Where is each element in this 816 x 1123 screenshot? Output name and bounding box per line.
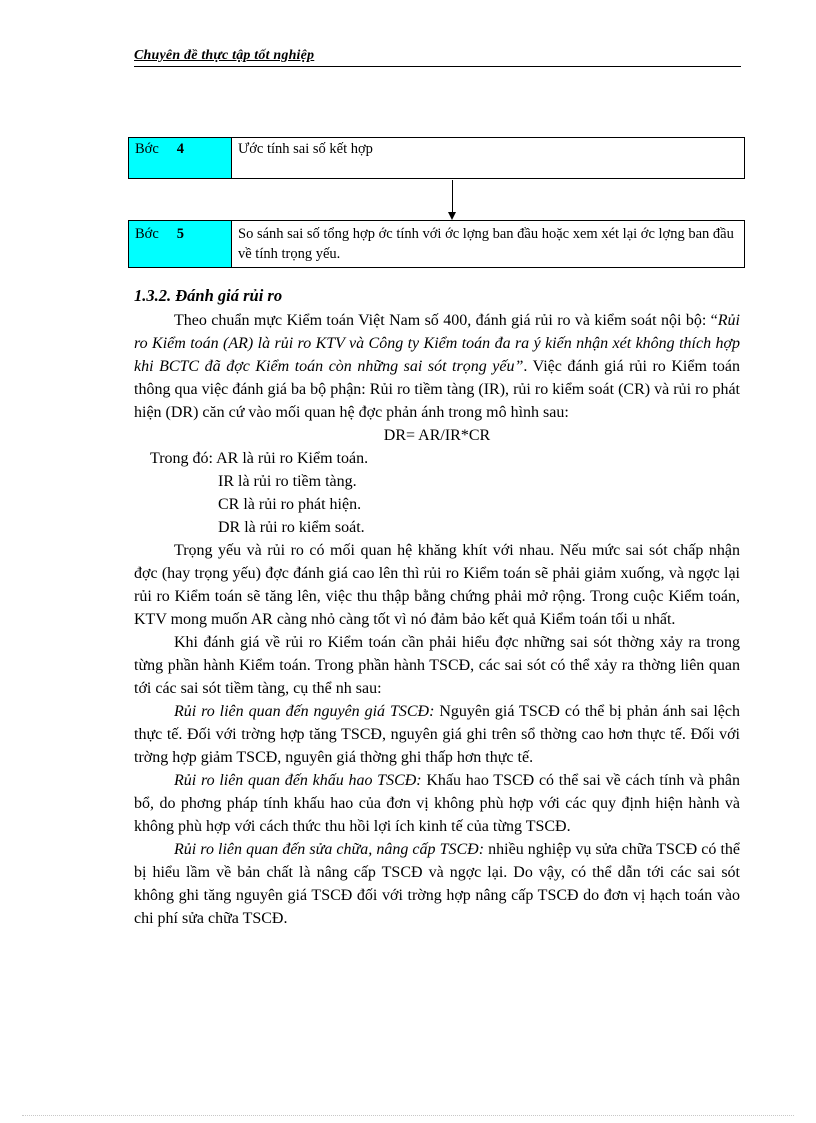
definition-cr: CR là rủi ro phát hiện.	[218, 496, 362, 513]
step-4-box	[128, 137, 745, 179]
paragraph-repair-risk: Rủi ro liên quan đến sửa chữa, nâng cấp TSCĐ: nhiều nghiệp vụ sửa chữa TSCĐ có thể bị hiểu lầm về bản chất là nâng cấp TSCĐ và ngợc lại. Do vậy, có thể dẫn tới các sai sót không ghi tăng nguyên giá TSCĐ đối với trờng hợp nâng cấp TSCĐ do đơn vị hạch toán vào chi phí sửa chữa TSCĐ.	[134, 841, 741, 927]
arrow-down-icon	[448, 212, 456, 220]
definition-ir: IR là rủi ro tiềm tàng.	[218, 473, 357, 490]
paragraph-assessment: Khi đánh giá về rủi ro Kiểm toán cần phải hiểu đợc những sai sót thờng xảy ra trong từng phần hành Kiểm toán. Trong phần hành TSCĐ, các sai sót có thể xảy ra thờng liên quan tới các sai sót tiềm tàng, cụ thể nh sau:	[134, 634, 740, 697]
step-5-text: So sánh sai số tổng hợp ớc tính với ớc lợng ban đầu hoặc xem xét lại ớc lợng ban đầu về tính trọng yếu.	[232, 221, 745, 268]
quote-risk-definition: Rủi ro Kiểm toán (AR) là rủi ro KTV và Công ty Kiểm toán đa ra ý kiến nhận xét không thích hợp khi BCTC đã đợc Kiểm toán còn những sai sót trọng yếu”	[134, 312, 740, 375]
body-content	[134, 284, 740, 930]
paragraph-materiality: Trọng yếu và rủi ro có mối quan hệ khăng khít với nhau. Nếu mức sai sót chấp nhận đợc (hay trọng yếu) đợc đánh giá cao lên thì rủi ro Kiểm toán sẽ phải giảm xuống, và ngợc lại rủi ro Kiểm toán sẽ tăng lên, việc thu thập bằng chứng phải mở rộng. Trong cuộc Kiểm toán, KTV mong muốn AR càng nhỏ càng tốt vì nó đảm bảo kết quả Kiểm toán tối u nhất.	[134, 542, 740, 628]
step-4-label: Bớc 4	[129, 138, 232, 179]
definition-ar: Trong đó: AR là rủi ro Kiểm toán.	[150, 450, 369, 467]
step-4-text: Ước tính sai số kết hợp	[232, 138, 745, 179]
footer-divider	[22, 1115, 794, 1116]
risk-formula: DR= AR/IR*CR	[383, 427, 491, 444]
header-title: Chuyên đề thực tập tốt nghiệp	[134, 48, 315, 63]
step-5-box	[128, 220, 745, 268]
paragraph-risk-definition: Theo chuẩn mực Kiểm toán Việt Nam số 400, đánh giá rủi ro và kiểm soát nội bộ: “Rủi ro Kiểm toán (AR) là rủi ro KTV và Công ty Kiểm toán đa ra ý kiến nhận xét không thích hợp khi BCTC đã đợc Kiểm toán còn những sai sót trọng yếu”. Việc đánh giá rủi ro Kiểm toán thông qua việc đánh giá ba bộ phận: Rủi ro tiềm tàng (IR), rủi ro kiểm soát (CR) và rủi ro phát hiện (DR) căn cứ vào mối quan hệ đợc phản ánh trong mô hình sau:	[134, 312, 740, 421]
flow-arrow-line	[452, 180, 453, 216]
definition-dr: DR là rủi ro kiểm soát.	[218, 519, 365, 536]
section-heading: 1.3.2. Đánh giá rủi ro	[134, 286, 283, 305]
paragraph-cost-risk: Rủi ro liên quan đến nguyên giá TSCĐ: Nguyên giá TSCĐ có thể bị phản ánh sai lệch thực tế. Đối với trờng hợp tăng TSCĐ, nguyên giá ghi trên sổ thờng cao hơn thực tế. Đối với trờng hợp giảm TSCĐ, nguyên giá thờng ghi thấp hơn thực tế.	[134, 703, 741, 766]
step-5-label: Bớc 5	[129, 221, 232, 268]
paragraph-depreciation-risk: Rủi ro liên quan đến khấu hao TSCĐ: Khấu hao TSCĐ có thể sai về cách tính và phân bổ, do phơng pháp tính khấu hao của đơn vị không phù hợp với các quy định hiện hành và không phù hợp với cách thức thu hồi lợi ích kinh tế của từng TSCĐ.	[134, 772, 740, 835]
page-header	[134, 48, 741, 67]
